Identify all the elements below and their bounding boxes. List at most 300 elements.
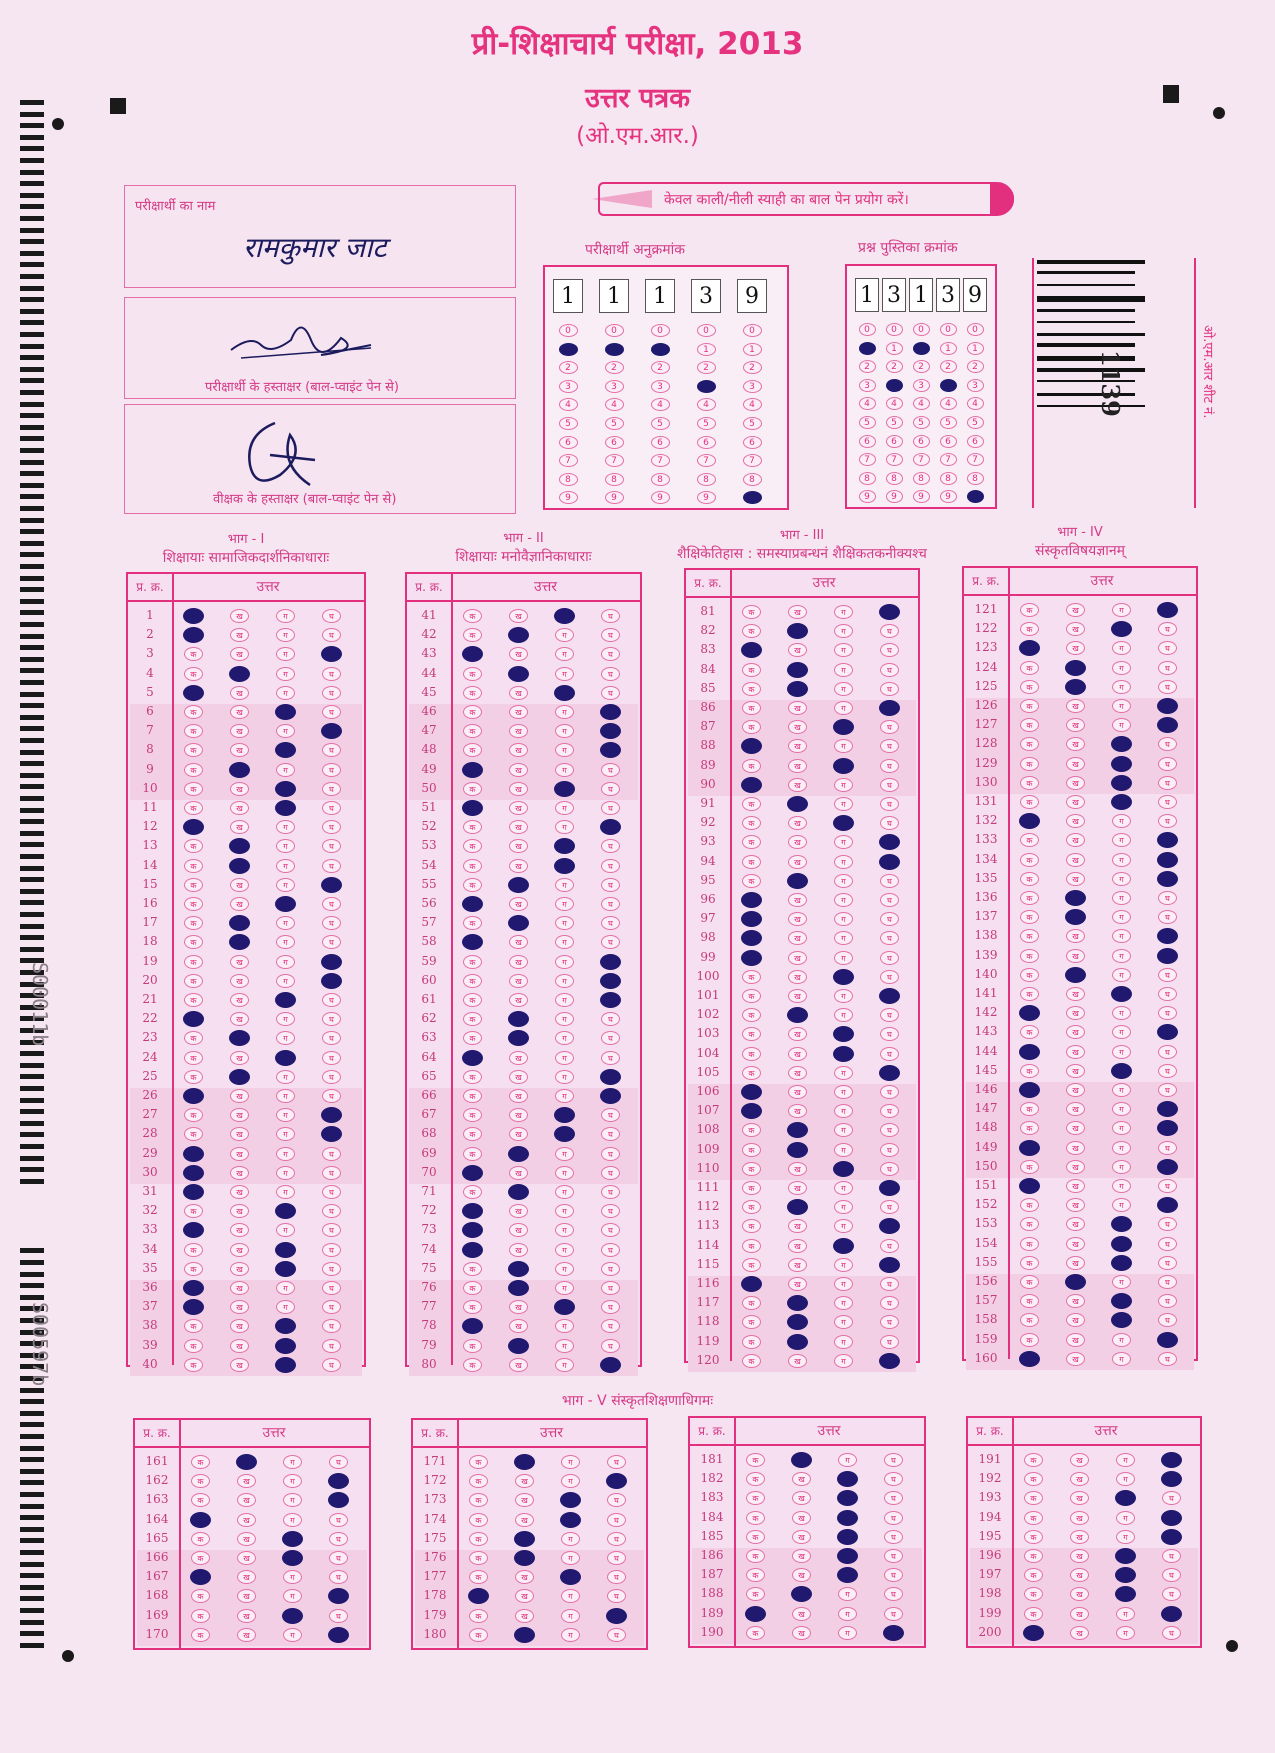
option-bubble: ग	[283, 1570, 302, 1584]
timing-mark	[20, 1608, 44, 1613]
option-bubble: क	[184, 1127, 203, 1141]
registration-dot-top-left	[52, 118, 64, 130]
question-number: 134	[974, 851, 998, 866]
option-bubble	[741, 777, 762, 793]
question-number: 32	[142, 1203, 158, 1218]
option-bubble: क	[1020, 1333, 1039, 1347]
question-number: 142	[974, 1005, 998, 1020]
option-bubble	[791, 1452, 812, 1468]
question-number: 76	[421, 1280, 437, 1294]
question-number: 164	[145, 1511, 169, 1526]
option-bubble	[1157, 871, 1178, 887]
timing-mark	[20, 889, 44, 894]
option-bubble: घ	[880, 1123, 899, 1137]
option-bubble: ग	[555, 628, 574, 642]
timing-mark	[20, 402, 44, 407]
option-bubble	[833, 1026, 854, 1042]
option-bubble: क	[1020, 737, 1039, 751]
option-bubble: क	[463, 1127, 482, 1141]
option-bubble: ख	[788, 759, 807, 773]
option-bubble	[1019, 1178, 1040, 1194]
timing-mark	[20, 645, 44, 650]
option-bubble: ख	[792, 1491, 811, 1505]
timing-mark	[20, 761, 44, 766]
question-number: 49	[421, 761, 437, 776]
option-bubble: क	[469, 1455, 488, 1469]
option-bubble: ग	[1112, 718, 1131, 732]
question-number: 156	[974, 1274, 998, 1288]
digit-bubble: 4	[697, 398, 716, 411]
digit-bubble: 6	[913, 435, 930, 448]
answer-header: उत्तर	[539, 1425, 564, 1441]
option-bubble	[554, 838, 575, 854]
option-bubble	[282, 1550, 303, 1566]
question-number: 126	[974, 698, 998, 712]
option-bubble: घ	[329, 1455, 348, 1469]
option-bubble: ख	[230, 743, 249, 757]
option-bubble: क	[191, 1474, 210, 1488]
timing-mark	[20, 1422, 44, 1427]
option-bubble: क	[191, 1609, 210, 1623]
question-number: 101	[696, 988, 720, 1002]
option-bubble	[1157, 1332, 1178, 1348]
option-bubble: ख	[1066, 795, 1085, 809]
option-bubble	[606, 1473, 627, 1489]
timing-mark	[20, 1086, 44, 1091]
option-bubble: ख	[509, 1070, 528, 1084]
barcode-bar	[1037, 296, 1145, 302]
question-number: 42	[421, 627, 437, 642]
option-bubble	[229, 1069, 250, 1085]
option-bubble: ग	[1112, 853, 1131, 867]
digit-bubble: 2	[913, 360, 930, 373]
option-bubble: क	[184, 705, 203, 719]
option-bubble	[1157, 948, 1178, 964]
option-bubble: घ	[880, 797, 899, 811]
option-bubble: ख	[1066, 641, 1085, 655]
digit-bubble: 1	[697, 343, 716, 356]
option-bubble: घ	[1158, 622, 1177, 636]
question-number: 125	[974, 678, 998, 693]
timing-mark	[20, 1109, 44, 1114]
option-bubble: क	[742, 855, 761, 869]
digit-bubble: 6	[697, 436, 716, 449]
digit-bubble: 7	[697, 454, 716, 467]
option-bubble: घ	[880, 1315, 899, 1329]
option-bubble: ख	[230, 801, 249, 815]
digit-bubble: 9	[651, 491, 670, 504]
side-code-1: S00011b	[28, 962, 52, 1047]
option-bubble: ख	[237, 1532, 256, 1546]
option-bubble: ख	[509, 609, 528, 623]
option-bubble: ख	[1066, 949, 1085, 963]
question-number: 132	[974, 813, 998, 828]
option-bubble: ख	[1070, 1549, 1089, 1563]
option-bubble	[1111, 756, 1132, 772]
digit-bubble: 2	[697, 361, 716, 374]
option-bubble: ग	[1116, 1472, 1135, 1486]
option-bubble: क	[742, 989, 761, 1003]
digit-bubble: 2	[743, 361, 762, 374]
timing-mark	[20, 1121, 44, 1126]
option-bubble: क	[463, 1262, 482, 1276]
option-bubble: क	[184, 1070, 203, 1084]
option-bubble: ख	[230, 878, 249, 892]
option-bubble: ख	[1066, 1333, 1085, 1347]
option-bubble	[183, 1222, 204, 1238]
question-number: 167	[145, 1569, 169, 1584]
question-number: 136	[974, 890, 998, 904]
option-bubble: क	[746, 1549, 765, 1563]
timing-mark	[20, 1585, 44, 1590]
option-bubble	[1111, 986, 1132, 1002]
option-bubble	[1157, 1197, 1178, 1213]
option-bubble	[508, 1261, 529, 1277]
option-bubble: क	[1024, 1472, 1043, 1486]
option-bubble	[275, 1357, 296, 1373]
option-bubble	[229, 934, 250, 950]
option-bubble: ग	[555, 878, 574, 892]
option-bubble: ख	[788, 701, 807, 715]
option-bubble: ख	[788, 816, 807, 830]
option-bubble	[229, 666, 250, 682]
option-bubble	[879, 834, 900, 850]
timing-mark	[20, 1515, 44, 1520]
question-number: 67	[421, 1107, 437, 1122]
digit-bubble: 4	[967, 397, 984, 410]
question-number: 113	[696, 1218, 720, 1233]
option-bubble: क	[1020, 699, 1039, 713]
question-number: 184	[700, 1509, 724, 1524]
option-bubble: घ	[1162, 1491, 1181, 1505]
option-bubble: ग	[834, 778, 853, 792]
option-bubble: क	[463, 1031, 482, 1045]
option-bubble: ख	[230, 820, 249, 834]
option-bubble: क	[742, 624, 761, 638]
option-bubble: ग	[276, 609, 295, 623]
digit-bubble: 7	[913, 453, 930, 466]
option-bubble: ख	[230, 1166, 249, 1180]
option-bubble: ग	[1112, 968, 1131, 982]
column-divider	[451, 574, 453, 1365]
question-number: 89	[700, 757, 716, 772]
option-bubble: ग	[276, 1012, 295, 1026]
option-bubble: घ	[880, 816, 899, 830]
digit-bubble: 3	[651, 380, 670, 393]
question-number: 68	[421, 1126, 437, 1141]
option-bubble: ख	[788, 1066, 807, 1080]
option-bubble: ख	[230, 1051, 249, 1065]
option-bubble: ख	[1066, 776, 1085, 790]
option-bubble: क	[742, 605, 761, 619]
option-bubble	[236, 1454, 257, 1470]
option-bubble: क	[184, 667, 203, 681]
option-bubble: ख	[230, 724, 249, 738]
timing-mark	[20, 726, 44, 731]
option-bubble: ख	[1066, 987, 1085, 1001]
option-bubble: क	[742, 1258, 761, 1272]
question-number: 84	[700, 661, 716, 676]
option-bubble: ख	[509, 859, 528, 873]
question-number: 179	[423, 1607, 447, 1622]
option-bubble: क	[463, 916, 482, 930]
option-bubble: ख	[1066, 1083, 1085, 1097]
timing-mark	[20, 448, 44, 453]
option-bubble	[1161, 1471, 1182, 1487]
option-bubble: घ	[884, 1568, 903, 1582]
question-number: 75	[421, 1260, 437, 1275]
question-number: 19	[142, 953, 158, 968]
option-bubble: घ	[607, 1589, 626, 1603]
option-bubble: क	[463, 1147, 482, 1161]
question-number: 123	[974, 640, 998, 655]
timing-mark	[20, 587, 44, 592]
option-bubble: ग	[555, 1339, 574, 1353]
question-number: 78	[421, 1318, 437, 1333]
digit-bubble: 2	[859, 360, 876, 373]
option-bubble: ख	[230, 1147, 249, 1161]
option-bubble	[879, 988, 900, 1004]
option-bubble: क	[1020, 910, 1039, 924]
option-bubble: ग	[283, 1493, 302, 1507]
option-bubble	[1019, 640, 1040, 656]
option-bubble: क	[184, 1108, 203, 1122]
option-bubble: क	[184, 1243, 203, 1257]
option-bubble: घ	[322, 667, 341, 681]
question-number: 30	[142, 1164, 158, 1179]
option-bubble: घ	[601, 897, 620, 911]
option-bubble: ख	[509, 1089, 528, 1103]
question-number: 195	[978, 1528, 1002, 1543]
option-bubble: ग	[834, 701, 853, 715]
timing-mark	[20, 773, 44, 778]
question-number: 127	[974, 717, 998, 732]
option-bubble: क	[1020, 1275, 1039, 1289]
option-bubble: ख	[1066, 1025, 1085, 1039]
question-number: 116	[696, 1276, 720, 1290]
digit-bubble: 9	[559, 491, 578, 504]
option-bubble	[1111, 621, 1132, 637]
option-bubble: क	[469, 1493, 488, 1507]
question-number: 161	[145, 1454, 169, 1468]
question-number: 176	[423, 1550, 447, 1564]
digit-bubble: 9	[859, 490, 876, 503]
question-number: 16	[142, 896, 158, 910]
section-name: शिक्षायाः सामाजिकदार्शनिकाधाराः	[162, 550, 330, 566]
option-bubble: ख	[509, 974, 528, 988]
digit-bubble: 8	[967, 472, 984, 485]
registration-dot-top-right	[1213, 107, 1225, 119]
digit-bubble: 8	[697, 473, 716, 486]
option-bubble: घ	[880, 970, 899, 984]
timing-mark	[20, 1573, 44, 1578]
option-bubble: ख	[509, 782, 528, 796]
option-bubble: क	[742, 1181, 761, 1195]
question-number: 181	[700, 1452, 724, 1466]
option-bubble: घ	[884, 1472, 903, 1486]
question-number: 108	[696, 1122, 720, 1137]
option-bubble: ख	[230, 1108, 249, 1122]
question-number: 171	[423, 1454, 447, 1468]
option-bubble: घ	[1158, 987, 1177, 1001]
option-bubble: क	[1024, 1549, 1043, 1563]
option-bubble: ग	[561, 1532, 580, 1546]
option-bubble: क	[742, 1066, 761, 1080]
question-number: 80	[421, 1356, 437, 1371]
option-bubble: ख	[237, 1493, 256, 1507]
digit-bubble: 5	[940, 416, 957, 429]
digit-bubble: 3	[559, 380, 578, 393]
option-bubble: क	[1020, 1294, 1039, 1308]
question-number: 187	[700, 1567, 724, 1582]
option-bubble: क	[469, 1513, 488, 1527]
question-number: 162	[145, 1473, 169, 1488]
option-bubble: घ	[322, 1051, 341, 1065]
answer-header: उत्तर	[533, 579, 558, 595]
option-bubble: ख	[230, 993, 249, 1007]
option-bubble: घ	[601, 782, 620, 796]
question-number: 81	[700, 604, 716, 618]
digit-bubble: 6	[967, 435, 984, 448]
option-bubble: क	[1020, 1198, 1039, 1212]
option-bubble: ख	[509, 647, 528, 661]
question-number: 13	[142, 838, 158, 853]
option-bubble: घ	[607, 1532, 626, 1546]
option-bubble: ग	[555, 724, 574, 738]
option-bubble: घ	[322, 1204, 341, 1218]
timing-mark	[20, 228, 44, 233]
option-bubble: ख	[230, 1300, 249, 1314]
digit-bubble	[605, 343, 624, 356]
question-number: 178	[423, 1588, 447, 1603]
question-number: 12	[142, 819, 158, 834]
question-number: 50	[421, 780, 437, 795]
option-bubble: ग	[834, 1066, 853, 1080]
option-bubble: क	[463, 839, 482, 853]
section-header	[690, 1418, 924, 1446]
part5-block	[411, 1418, 648, 1650]
option-bubble: क	[184, 878, 203, 892]
option-bubble: घ	[884, 1511, 903, 1525]
digit-box: 3	[882, 278, 906, 312]
timing-mark	[20, 1504, 44, 1509]
option-bubble: ख	[788, 1354, 807, 1368]
option-bubble: घ	[884, 1491, 903, 1505]
option-bubble: ग	[555, 1089, 574, 1103]
option-bubble: घ	[607, 1570, 626, 1584]
question-number: 33	[142, 1222, 158, 1237]
option-bubble	[462, 1222, 483, 1238]
digit-bubble: 6	[940, 435, 957, 448]
option-bubble: क	[469, 1551, 488, 1565]
option-bubble: क	[184, 1262, 203, 1276]
timing-mark	[20, 494, 44, 499]
option-bubble: क	[191, 1455, 210, 1469]
option-bubble: क	[463, 743, 482, 757]
option-bubble: ग	[838, 1626, 857, 1640]
option-bubble: ख	[788, 951, 807, 965]
option-bubble: ग	[834, 1104, 853, 1118]
question-number: 48	[421, 742, 437, 757]
qno-header: प्र. क्र.	[407, 574, 453, 600]
question-number: 170	[145, 1626, 169, 1641]
digit-bubble: 5	[697, 417, 716, 430]
option-bubble	[1019, 813, 1040, 829]
option-bubble: ख	[230, 705, 249, 719]
option-bubble: ग	[1112, 603, 1131, 617]
option-bubble: घ	[601, 1262, 620, 1276]
option-bubble: ख	[509, 993, 528, 1007]
digit-bubble: 0	[967, 323, 984, 336]
question-number: 29	[142, 1145, 158, 1160]
option-bubble	[183, 1088, 204, 1104]
option-bubble	[879, 854, 900, 870]
timing-mark	[20, 1643, 44, 1648]
option-bubble	[787, 873, 808, 889]
digit-bubble: 8	[605, 473, 624, 486]
option-bubble: ग	[276, 1147, 295, 1161]
option-bubble: ख	[509, 820, 528, 834]
option-bubble: घ	[1158, 1217, 1177, 1231]
option-bubble	[741, 930, 762, 946]
digit-bubble	[913, 342, 930, 355]
option-bubble	[1019, 1082, 1040, 1098]
option-bubble: ग	[1112, 699, 1131, 713]
option-bubble: ग	[561, 1455, 580, 1469]
timing-mark	[20, 564, 44, 569]
timing-mark	[20, 1446, 44, 1451]
option-bubble: घ	[601, 1051, 620, 1065]
option-bubble: ख	[788, 912, 807, 926]
candidate-name-box	[124, 185, 516, 288]
option-bubble: क	[463, 667, 482, 681]
option-bubble: ग	[1112, 1121, 1131, 1135]
option-bubble	[462, 1203, 483, 1219]
question-number: 83	[700, 642, 716, 657]
question-number: 111	[696, 1180, 720, 1194]
timing-mark	[20, 274, 44, 279]
timing-mark	[20, 1457, 44, 1462]
option-bubble: ख	[1070, 1472, 1089, 1486]
option-bubble: ख	[230, 1262, 249, 1276]
option-bubble	[837, 1529, 858, 1545]
column-divider	[734, 1418, 736, 1646]
option-bubble: ख	[788, 970, 807, 984]
timing-mark	[20, 320, 44, 325]
option-bubble: ख	[509, 897, 528, 911]
option-bubble: क	[1020, 968, 1039, 982]
option-bubble: घ	[880, 1277, 899, 1291]
option-bubble: क	[1024, 1587, 1043, 1601]
timing-mark	[20, 900, 44, 905]
option-bubble: ग	[283, 1589, 302, 1603]
option-bubble: घ	[322, 743, 341, 757]
option-bubble: ख	[237, 1551, 256, 1565]
candidate-signature-box	[124, 297, 516, 399]
option-bubble	[741, 950, 762, 966]
question-number: 143	[974, 1024, 998, 1039]
question-number: 26	[142, 1088, 158, 1102]
option-bubble	[328, 1627, 349, 1643]
option-bubble: ग	[561, 1609, 580, 1623]
option-bubble: ग	[834, 1315, 853, 1329]
digit-bubble: 2	[940, 360, 957, 373]
timing-mark	[20, 831, 44, 836]
question-number: 112	[696, 1199, 720, 1214]
timing-mark	[20, 170, 44, 175]
option-bubble: ग	[276, 686, 295, 700]
digit-box: 1	[855, 278, 879, 312]
